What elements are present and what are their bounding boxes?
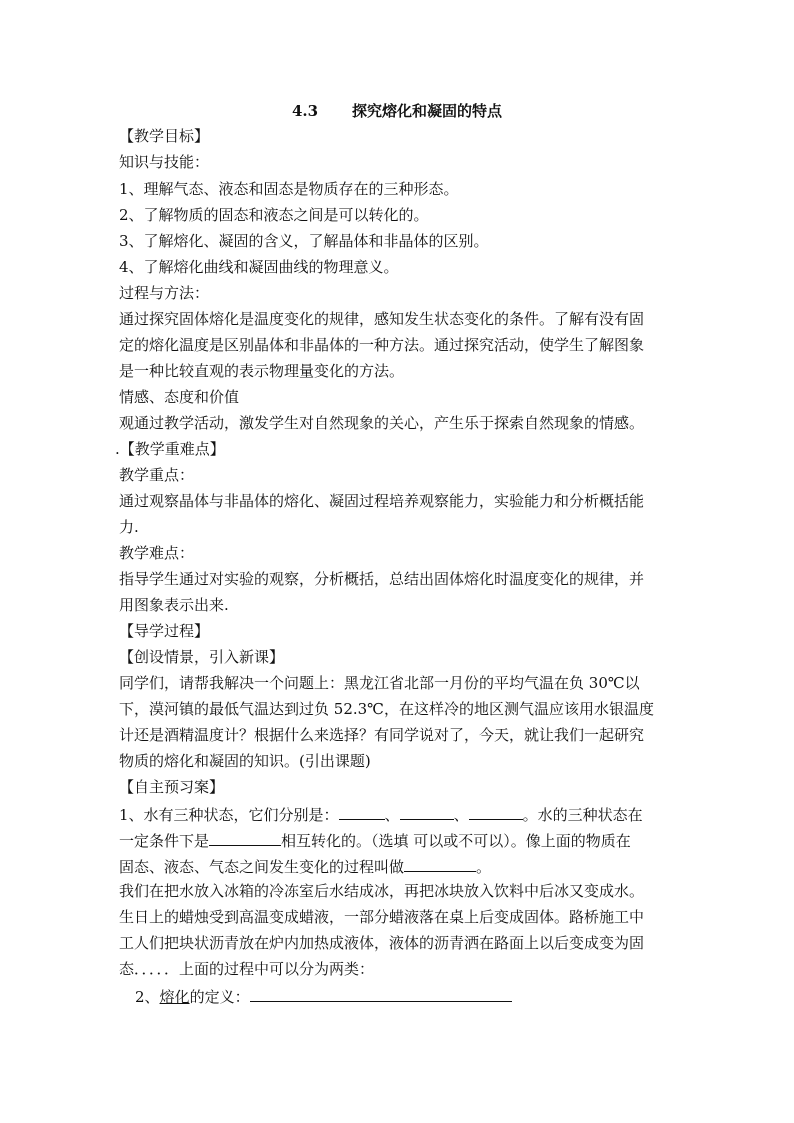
paragraph-line: 下，漠河镇的最低气温达到过负 52.3℃，在这样冷的地区测气温应该用水银温度 bbox=[119, 700, 654, 718]
paragraph-line: 工人们把块状沥青放在炉内加热成液体，液体的沥青洒在路面上以后变成变为固 bbox=[119, 934, 645, 952]
question-text: 固态、液态、气态之间发生变化的过程叫做 bbox=[119, 858, 405, 876]
answer-blank[interactable] bbox=[339, 804, 385, 820]
question-text: 。水的三种状态在 bbox=[522, 806, 643, 824]
goal-item-2: 2、了解物质的固态和液态之间是可以转化的。 bbox=[119, 206, 429, 224]
goal-item-3: 3、了解熔化、凝固的含义，了解晶体和非晶体的区别。 bbox=[119, 232, 489, 250]
heading-teaching-goals: 【教学目标】 bbox=[119, 127, 210, 145]
paragraph-line: 物质的熔化和凝固的知识。(引出课题) bbox=[119, 752, 371, 770]
paragraph-line: 同学们，请帮我解决一个问题上：黑龙江省北部一月份的平均气温在负 30℃以 bbox=[119, 674, 640, 692]
question-text: 。 bbox=[476, 858, 492, 876]
answer-blank[interactable] bbox=[250, 986, 512, 1002]
page-title bbox=[0, 100, 794, 121]
question-number: 2、 bbox=[135, 988, 160, 1006]
subheading-knowledge: 知识与技能： bbox=[119, 153, 210, 171]
section-number: 4.3 bbox=[291, 102, 319, 120]
answer-blank[interactable] bbox=[209, 830, 281, 846]
subheading-difficulty: 教学难点： bbox=[119, 544, 195, 562]
question-2-line bbox=[135, 986, 512, 1006]
paragraph-line: 生日上的蜡烛受到高温变成蜡液，一部分蜡液落在桌上后变成固体。路桥施工中 bbox=[119, 908, 645, 926]
paragraph-line: 态．．．．．上面的过程中可以分为两类： bbox=[119, 960, 375, 978]
goal-item-1: 1、理解气态、液态和固态是物质存在的三种形态。 bbox=[119, 180, 459, 198]
underlined-term: 熔化 bbox=[159, 988, 190, 1006]
paragraph-line: 指导学生通过对实验的观察，分析概括，总结出固体熔化时温度变化的规律，并 bbox=[119, 570, 645, 588]
title-text: 探究熔化和凝固的特点 bbox=[352, 102, 503, 120]
question-1-line-2 bbox=[119, 830, 631, 850]
subheading-process: 过程与方法： bbox=[119, 284, 210, 302]
heading-key-points: .【教学重难点】 bbox=[115, 440, 225, 458]
question-text: 的定义： bbox=[189, 988, 250, 1006]
paragraph-line: 通过探究固体熔化是温度变化的规律，感知发生状态变化的条件。了解有没有固 bbox=[119, 310, 645, 328]
subheading-key-point: 教学重点： bbox=[119, 466, 195, 484]
goal-item-4: 4、了解熔化曲线和凝固曲线的物理意义。 bbox=[119, 258, 399, 276]
answer-blank[interactable] bbox=[469, 804, 523, 820]
question-text: 一定条件下是 bbox=[119, 832, 210, 850]
heading-guided-process: 【导学过程】 bbox=[119, 622, 210, 640]
paragraph-line: 用图象表示出来. bbox=[119, 596, 229, 614]
paragraph-line: 观通过教学活动，激发学生对自然现象的关心，产生乐于探索自然现象的情感。 bbox=[119, 414, 645, 432]
answer-blank[interactable] bbox=[400, 804, 454, 820]
paragraph-line: 是一种比较直观的表示物理量变化的方法。 bbox=[119, 362, 405, 380]
paragraph-line: 我们在把水放入冰箱的冷冻室后水结成冰，再把冰块放入饮料中后冰又变成水。 bbox=[119, 882, 645, 900]
paragraph-line: 定的熔化温度是区别晶体和非晶体的一种方法。通过探究活动，使学生了解图象 bbox=[119, 336, 645, 354]
subheading-attitude: 情感、态度和价值 bbox=[119, 388, 240, 406]
question-1-line bbox=[119, 804, 643, 824]
separator: 、 bbox=[384, 806, 400, 824]
answer-blank[interactable] bbox=[404, 856, 476, 872]
paragraph-line: 计还是酒精温度计？根据什么来选择？有同学说对了，今天，就让我们一起研究 bbox=[119, 726, 645, 744]
heading-self-study: 【自主预习案】 bbox=[119, 778, 225, 796]
paragraph-line: 通过观察晶体与非晶体的熔化、凝固过程培养观察能力，实验能力和分析概括能 bbox=[119, 492, 645, 510]
heading-intro: 【创设情景，引入新课】 bbox=[119, 648, 285, 666]
paragraph-line: 力. bbox=[119, 518, 139, 536]
question-1-line-3 bbox=[119, 856, 491, 876]
question-text: 相互转化的。（选填 可以或不可以）。像上面的物质在 bbox=[281, 832, 631, 850]
question-text: 1、水有三种状态，它们分别是： bbox=[119, 806, 339, 824]
separator: 、 bbox=[453, 806, 469, 824]
